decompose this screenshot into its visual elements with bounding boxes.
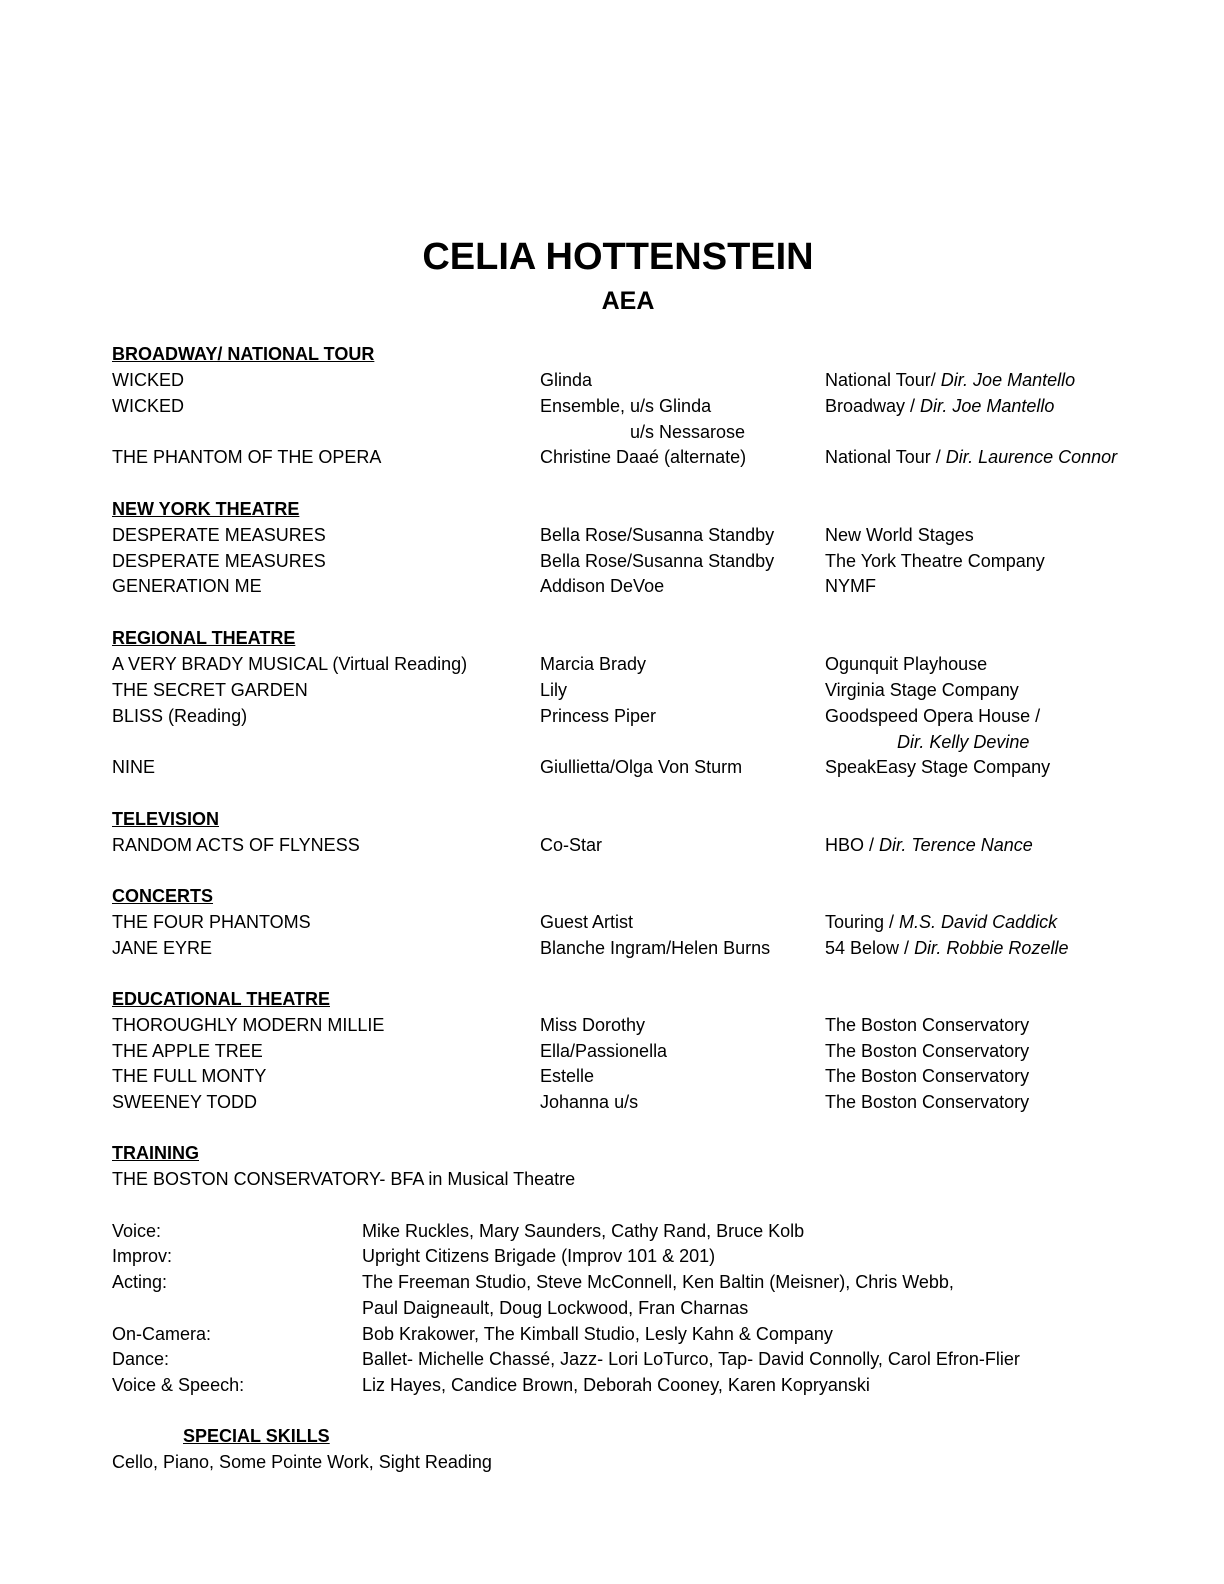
credit-venue: NYMF (825, 576, 876, 596)
credit-show: THE FOUR PHANTOMS (112, 912, 311, 932)
credit-venue: Virginia Stage Company (825, 680, 1019, 700)
venue-text: 54 Below / (825, 938, 915, 958)
credit-venue (825, 911, 1057, 933)
credit-show: DESPERATE MEASURES (112, 525, 326, 545)
credit-venue (825, 369, 1075, 391)
skills-text: Cello, Piano, Some Pointe Work, Sight Reading (112, 1452, 492, 1472)
training-value: Upright Citizens Brigade (Improv 101 & 201) (362, 1246, 716, 1266)
credit-role: Miss Dorothy (540, 1015, 646, 1035)
credit-venue (825, 937, 1068, 959)
venue-text: National Tour / (825, 447, 946, 467)
director-text: Dir. Terence Nance (879, 835, 1033, 855)
credit-show: RANDOM ACTS OF FLYNESS (112, 835, 360, 855)
credit-show: SWEENEY TODD (112, 1092, 258, 1112)
section-heading-new-york: NEW YORK THEATRE (112, 499, 300, 519)
venue-text: HBO / (825, 835, 880, 855)
credit-role: Estelle (540, 1066, 595, 1086)
credit-show: JANE EYRE (112, 938, 213, 958)
training-label: On-Camera: (112, 1324, 212, 1344)
credit-venue: SpeakEasy Stage Company (825, 757, 1051, 777)
credit-show: THE SECRET GARDEN (112, 680, 308, 700)
training-value: Liz Hayes, Candice Brown, Deborah Cooney, Karen Kopryanski (362, 1375, 870, 1395)
credit-role: Blanche Ingram/Helen Burns (540, 938, 771, 958)
credit-venue (825, 446, 1117, 468)
venue-text: Broadway / (825, 396, 921, 416)
section-heading-television: TELEVISION (112, 809, 220, 829)
credit-role: Co-Star (540, 835, 603, 855)
credit-venue: The Boston Conservatory (825, 1066, 1030, 1086)
credit-show: A VERY BRADY MUSICAL (Virtual Reading) (112, 654, 468, 674)
credit-role: Guest Artist (540, 912, 634, 932)
section-heading-concerts: CONCERTS (112, 886, 214, 906)
credit-role: Bella Rose/Susanna Standby (540, 525, 775, 545)
director-text: Dir. Robbie Rozelle (914, 938, 1069, 958)
credit-show: THE FULL MONTY (112, 1066, 267, 1086)
credit-role: Glinda (540, 370, 593, 390)
training-label: Voice & Speech: (112, 1375, 245, 1395)
section-heading-broadway: BROADWAY/ NATIONAL TOUR (112, 344, 375, 364)
credit-director (897, 731, 1029, 753)
training-school: THE BOSTON CONSERVATORY- BFA in Musical Theatre (112, 1169, 576, 1189)
credit-venue: New World Stages (825, 525, 974, 545)
credit-show: BLISS (Reading) (112, 706, 248, 726)
credit-role: Addison DeVoe (540, 576, 665, 596)
section-heading-training: TRAINING (112, 1143, 199, 1163)
director-text: M.S. David Caddick (899, 912, 1058, 932)
credit-show: GENERATION ME (112, 576, 262, 596)
credit-venue: Ogunquit Playhouse (825, 654, 988, 674)
credit-role: Princess Piper (540, 706, 657, 726)
training-value: The Freeman Studio, Steve McConnell, Ken Baltin (Meisner), Chris Webb, (362, 1272, 954, 1292)
credit-show: THE PHANTOM OF THE OPERA (112, 447, 382, 467)
credit-role: Lily (540, 680, 568, 700)
training-value: Bob Krakower, The Kimball Studio, Lesly Kahn & Company (362, 1324, 833, 1344)
credit-venue: The York Theatre Company (825, 551, 1045, 571)
credit-venue (825, 395, 1054, 417)
credit-role: Giullietta/Olga Von Sturm (540, 757, 743, 777)
venue-text: Touring / (825, 912, 900, 932)
training-label: Acting: (112, 1272, 168, 1292)
credit-venue: The Boston Conservatory (825, 1041, 1030, 1061)
director-text: Dir. Laurence Connor (945, 447, 1118, 467)
credit-show: THE APPLE TREE (112, 1041, 263, 1061)
credit-venue: The Boston Conservatory (825, 1092, 1030, 1112)
credit-venue: Goodspeed Opera House / (825, 706, 1041, 726)
director-text: Dir. Kelly Devine (897, 732, 1030, 752)
credit-role-continued: u/s Nessarose (630, 422, 746, 442)
credit-role: Marcia Brady (540, 654, 647, 674)
training-label: Improv: (112, 1246, 173, 1266)
training-label: Dance: (112, 1349, 170, 1369)
training-label: Voice: (112, 1221, 162, 1241)
director-text: Dir. Joe Mantello (940, 370, 1076, 390)
credit-venue: The Boston Conservatory (825, 1015, 1030, 1035)
section-heading-educational: EDUCATIONAL THEATRE (112, 989, 330, 1009)
credit-show: NINE (112, 757, 156, 777)
credit-venue (825, 834, 1033, 856)
performer-name: CELIA HOTTENSTEIN (422, 236, 814, 278)
union-affiliation: AEA (601, 287, 655, 315)
training-value: Ballet- Michelle Chassé, Jazz- Lori LoTurco, Tap- David Connolly, Carol Efron-Flier (362, 1349, 1020, 1369)
credit-role: Johanna u/s (540, 1092, 639, 1112)
credit-role: Ella/Passionella (540, 1041, 668, 1061)
section-heading-skills: SPECIAL SKILLS (183, 1426, 330, 1446)
credit-show: DESPERATE MEASURES (112, 551, 326, 571)
credit-role: Christine Daaé (alternate) (540, 447, 747, 467)
credit-role: Bella Rose/Susanna Standby (540, 551, 775, 571)
section-heading-regional: REGIONAL THEATRE (112, 628, 296, 648)
credit-show: WICKED (112, 370, 184, 390)
credit-show: THOROUGHLY MODERN MILLIE (112, 1015, 385, 1035)
training-value-continued: Paul Daigneault, Doug Lockwood, Fran Charnas (362, 1298, 749, 1318)
venue-text: National Tour/ (825, 370, 941, 390)
credit-role: Ensemble, u/s Glinda (540, 396, 712, 416)
training-value: Mike Ruckles, Mary Saunders, Cathy Rand, Bruce Kolb (362, 1221, 805, 1241)
credit-show: WICKED (112, 396, 184, 416)
director-text: Dir. Joe Mantello (920, 396, 1055, 416)
